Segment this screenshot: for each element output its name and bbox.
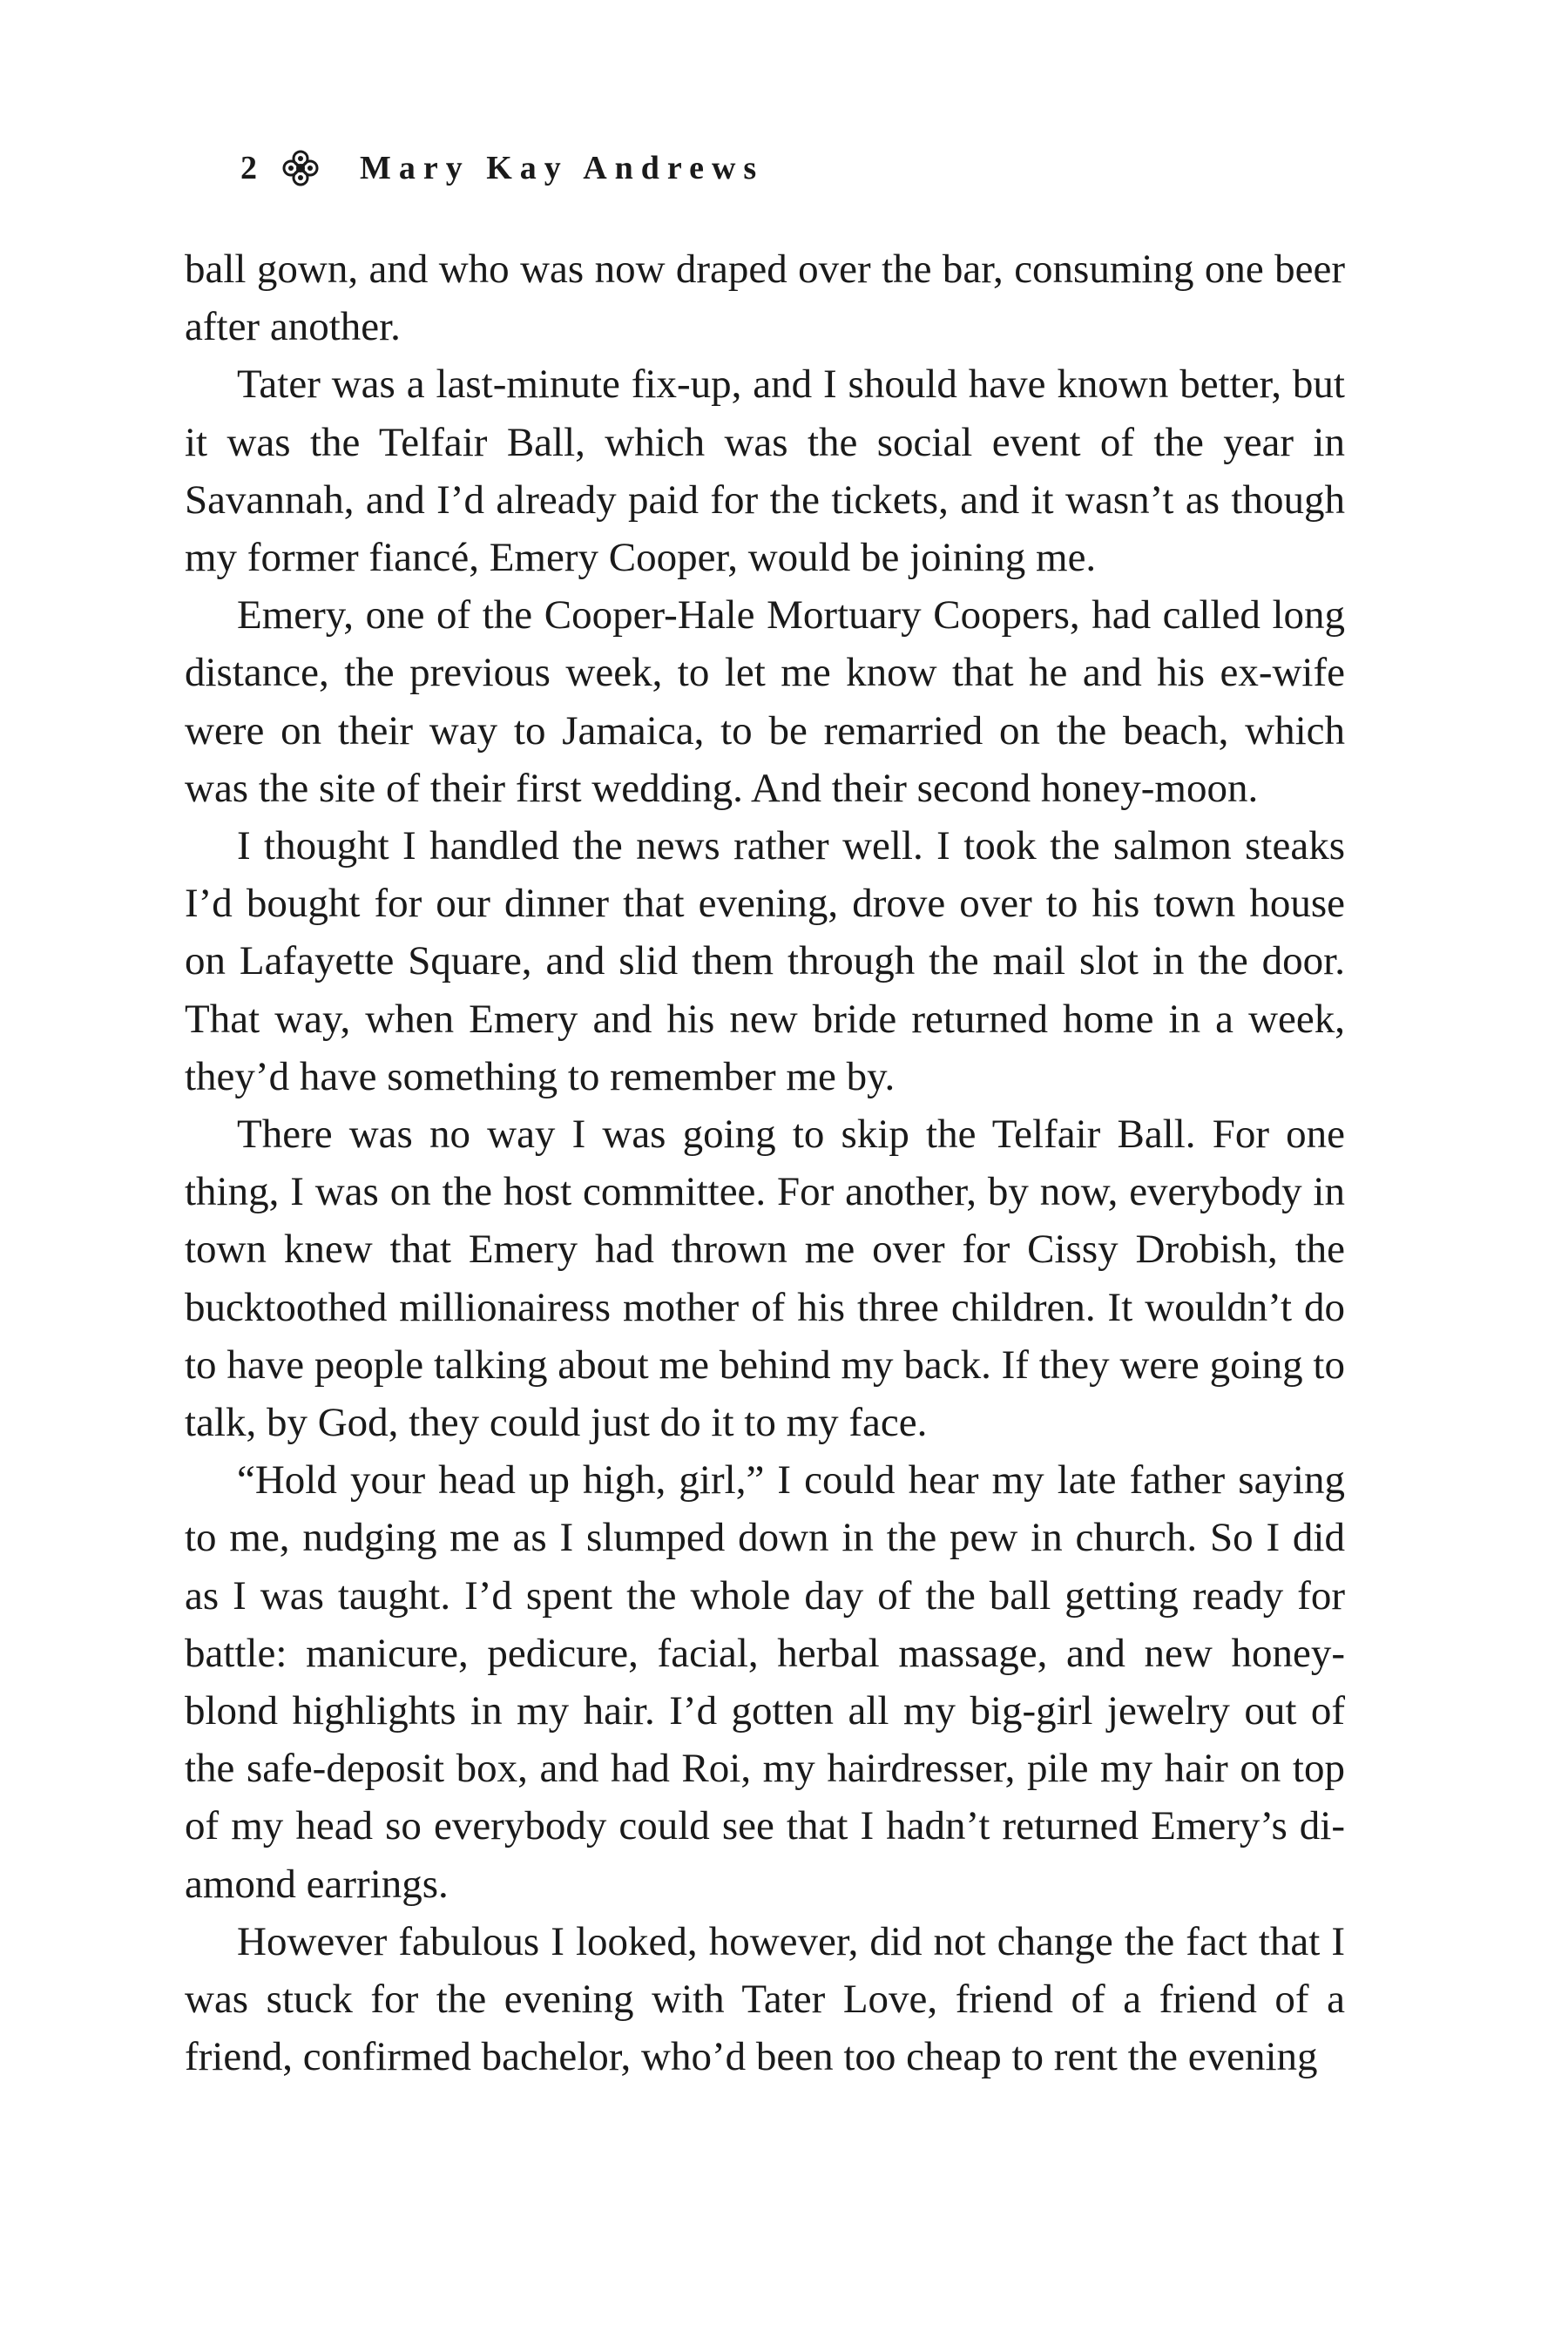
paragraph: ball gown, and who was now draped over the bar, consuming one beer after another. [185, 247, 1345, 350]
body-text [185, 240, 1345, 2086]
paragraph: Tater was a last-minute fix-up, and I should have known better, but it was the Telfair Ball, which was the social event of the year in Savannah, and I’d already paid for the tickets, and it wasn’t as though my former fiancé, Emery Cooper, would be joining me. [185, 362, 1345, 581]
running-head [240, 146, 764, 190]
paragraph: I thought I handled the news rather well. I took the salmon steaks I’d bought for our dinner that evening, drove over to his town house on Lafayette Square, and slid them through the mail slot in the door. That way, when Emery and his new bride returned home in a week, they’d have something to remember me by. [185, 823, 1345, 1099]
paragraph: Emery, one of the Cooper-Hale Mortuary Coopers, had called long distance, the previous week, to let me know that he and his ex-wife were on their way to Jamaica, to be remarried on the beach, which was the site of their first wedding. And their second honey-moon. [185, 592, 1345, 811]
paragraph: “Hold your head up high, girl,” I could hear my late father saying to me, nudging me as I slumped down in the pew in church. So I did as I was taught. I’d spent the whole day of the ball getting ready for battle: manicure, pedicure, facial, herbal massage, and new honey-blond highlights in my hair. I’d gotten all my big-girl jewelry out of the safe-deposit box, and had Roi, my hairdresser, pile my hair on top of my head so everybody could see that I hadn’t returned Emery’s di-amond earrings. [185, 1457, 1345, 1907]
paragraph: There was no way I was going to skip the Telfair Ball. For one thing, I was on the host committee. For another, by now, everybody in town knew that Emery had thrown me over for Cissy Drobish, the bucktoothed millionairess mother of his three children. It wouldn’t do to have people talking about me behind my back. If they were going to talk, by God, they could just do it to my face. [185, 1112, 1345, 1446]
page-number: 2 [240, 150, 257, 186]
paragraph: However fabulous I looked, however, did not change the fact that I was stuck for the evening with Tater Love, friend of a friend of a friend, confirmed bachelor, who’d been too cheap to rent the evening [185, 1918, 1345, 2080]
author-name: Mary Kay Andrews [360, 150, 765, 186]
flower-ornament-icon [281, 149, 320, 187]
